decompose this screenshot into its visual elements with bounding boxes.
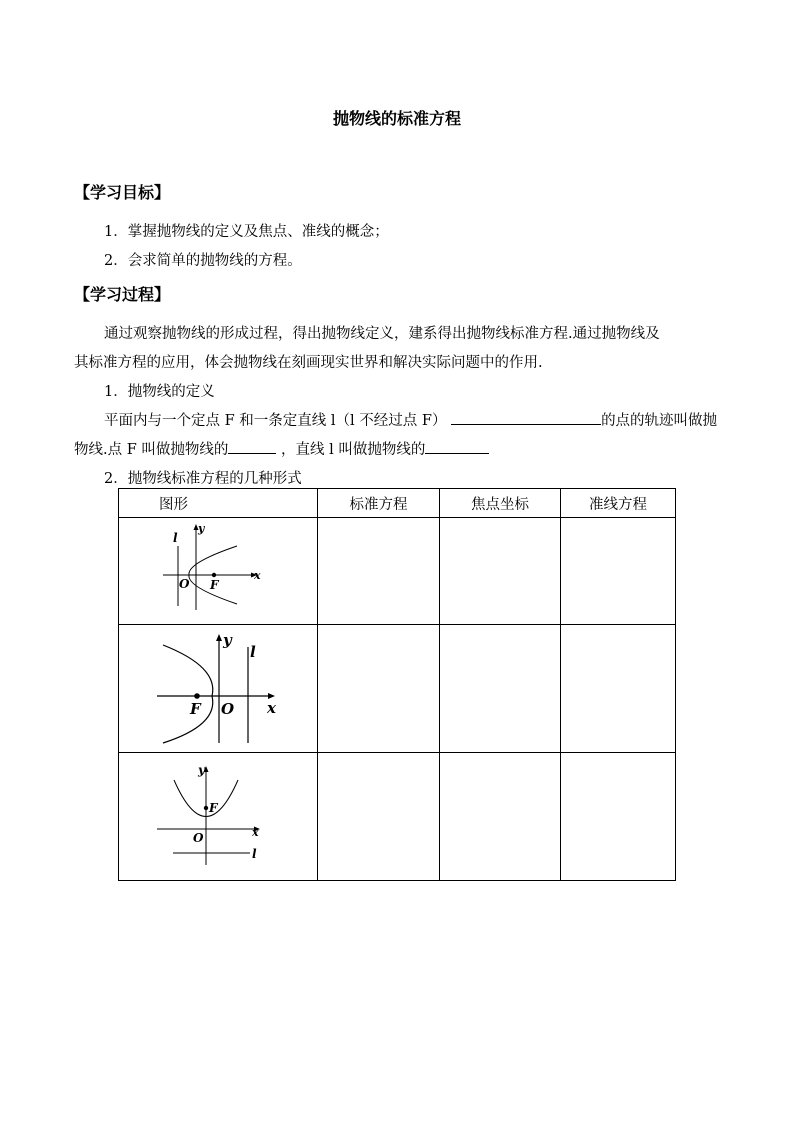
parabola-right-figure [119,518,317,624]
table-header-row [119,489,676,518]
objective-item-2: 2．会求简单的抛物线的方程。 [104,253,302,269]
directrix-cell[interactable] [561,753,676,881]
figure-cell-right-opening [119,518,318,625]
equation-cell[interactable] [318,518,440,625]
subheading-forms: 2．抛物线标准方程的几种形式 [104,471,302,487]
subheading-definition: 1．抛物线的定义 [104,384,215,400]
figure-cell-left-opening [119,625,318,753]
definition-text-c: 物线.点 F 叫做抛物线的 [74,442,229,458]
intro-line-2: 其标准方程的应用，体会抛物线在刻画现实世界和解决实际问题中的作用. [74,355,543,371]
header-equation: 标准方程 [318,489,440,518]
directrix-label: l [250,643,256,661]
intro-line-1: 通过观察抛物线的形成过程，得出抛物线定义，建系得出抛物线标准方程.通过抛物线及 [104,326,660,342]
objectives-heading: 【学习目标】 [74,183,171,202]
y-axis-label: y [198,763,205,777]
header-directrix: 准线方程 [561,489,676,518]
standard-forms-table [118,488,676,881]
equation-cell[interactable] [318,753,440,881]
definition-text-a: 平面内与一个定点 F 和一条定直线 l（l 不经过点 F） [104,413,447,429]
directrix-blank[interactable] [425,439,489,454]
header-focus: 焦点坐标 [440,489,561,518]
table-row [119,518,676,625]
y-axis-label: y [223,631,232,649]
directrix-label: l [173,531,178,545]
x-axis-label: x [252,826,259,839]
process-heading: 【学习过程】 [74,285,171,304]
definition-blank-1[interactable] [451,410,601,425]
figure-cell-up-opening [119,753,318,881]
directrix-cell[interactable] [561,518,676,625]
focus-cell[interactable] [440,518,561,625]
page-title: 抛物线的标准方程 [332,109,461,128]
table-row [119,625,676,753]
parabola-up-figure [119,753,317,880]
parabola-left-figure [119,625,317,752]
focus-label: F [190,700,201,718]
header-figure: 图形 [119,489,318,518]
x-axis-label: x [267,699,276,717]
origin-label: O [193,831,204,845]
focus-blank[interactable] [228,439,276,454]
objective-item-1: 1．掌握抛物线的定义及焦点、准线的概念； [104,224,389,240]
focus-cell[interactable] [440,753,561,881]
directrix-cell[interactable] [561,625,676,753]
table-row [119,753,676,881]
x-axis-label: x [254,569,261,582]
origin-label: O [179,577,190,591]
focus-cell[interactable] [440,625,561,753]
focus-label: F [210,578,219,592]
equation-cell[interactable] [318,625,440,753]
definition-text-b: 的点的轨迹叫做抛 [601,413,718,429]
definition-line-1 [104,409,717,430]
origin-label: O [221,700,235,718]
definition-line-2 [74,438,489,459]
focus-label: F [209,801,218,815]
directrix-label: l [252,847,257,861]
y-axis-label: y [198,522,205,535]
definition-text-d: ，直线 l 叫做抛物线的 [281,442,426,458]
